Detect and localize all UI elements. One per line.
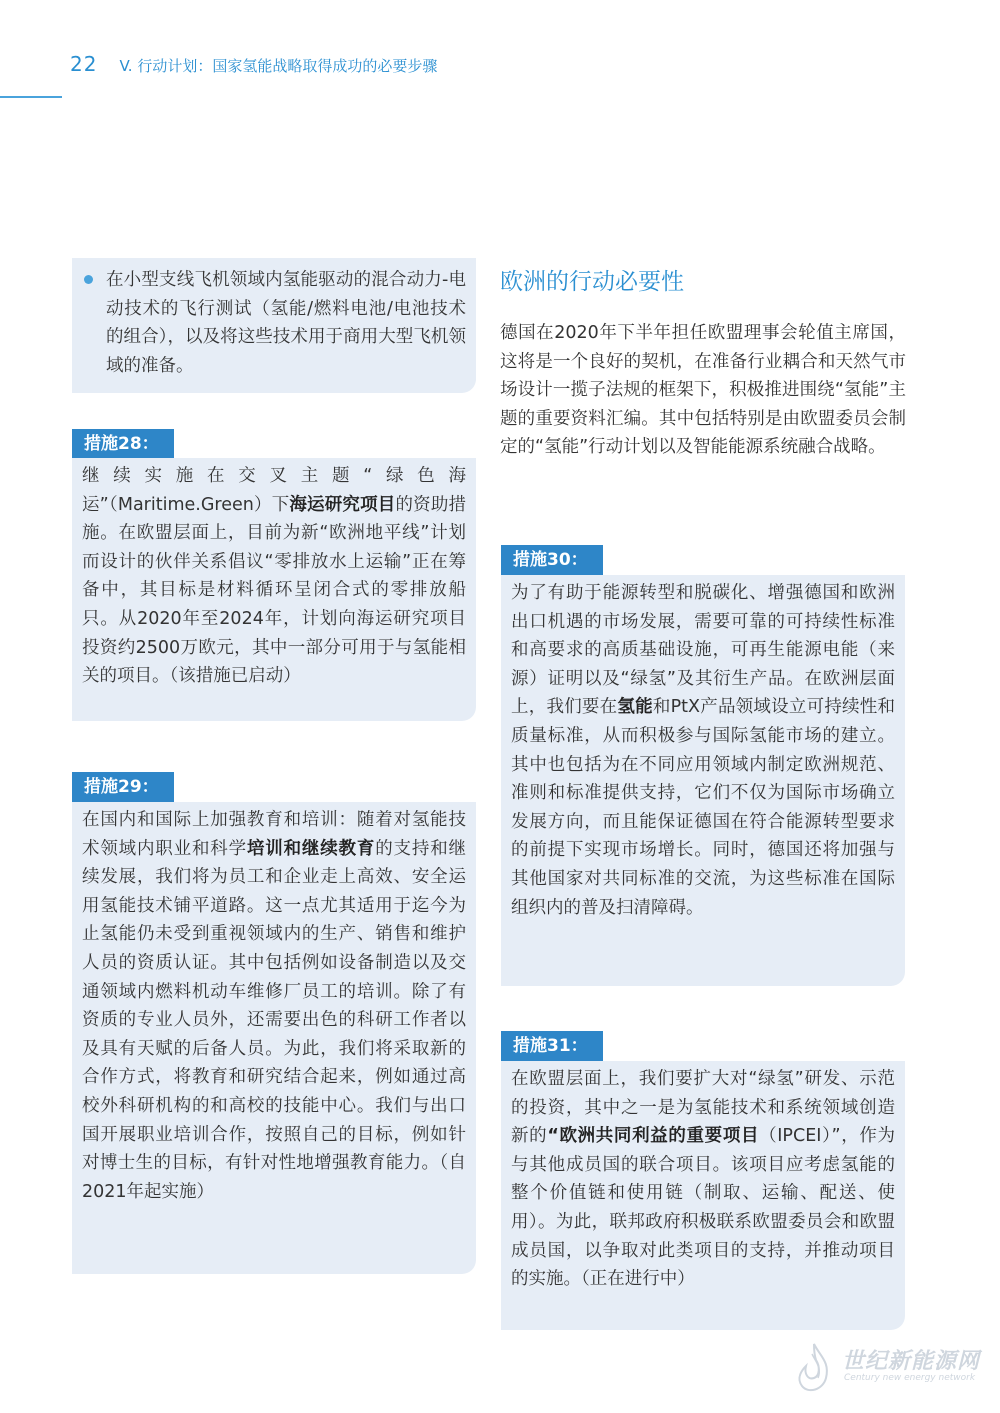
section-intro: 德国在2020年下半年担任欧盟理事会轮值主席国，这将是一个良好的契机，在准备行业耦合和天然气市场设计一揽子法规的框架下，积极推进围绕“氢能”主题的重要资料汇编。其中包括特别是由欧盟委员会制定的“氢能”行动计划以及智能能源系统融合战略。 [500, 323, 906, 458]
measure-29-text-2: 的支持和继续发展，我们将为员工和企业走上高效、安全运用氢能技术铺平道路。这一点尤其适用于迄今为止氢能仍未受到重视领域内的生产、销售和维护人员的资质认证。其中包括例如设备制造以及交通领域内燃料机动车维修厂员工的培训。除了有资质的专业人员外，还需要出色的科研工作者以及具有天赋的后备人员。为此，我们将采取新的合作方式，将教育和研究结合起来，例如通过高校外科研机构的和高校的技能中心。我们与出口国开展职业培训合作，按照自己的目标，例如针对博士生的目标，有针对性地增强教育能力。（自2021年起实施） [82, 838, 467, 1202]
measure-30-bold: 氢能 [617, 697, 653, 718]
measure-29-text-1: 在国内和国际上加强教育和培训：随着对氢能技术领域内职业和科学 [82, 810, 466, 859]
chapter-title: V. 行动计划：国家氢能战略取得成功的必要步骤 [119, 57, 438, 75]
measure-30-label: 措施30： [501, 545, 603, 575]
page-number: 22 [70, 52, 98, 76]
watermark [790, 1340, 990, 1400]
measure-29-label: 措施29： [72, 772, 174, 802]
measure-31-text-1: 在欧盟层面上，我们要扩大对“绿氢”研发、示范的投资，其中之一是为氢能技术和系统领域创造新的 [511, 1069, 895, 1147]
measure-28-box [72, 458, 476, 721]
measure-28-label: 措施28： [72, 429, 174, 459]
watermark-cn: 世纪新能源网 [842, 1349, 981, 1374]
watermark-en: Century new energy network [844, 1373, 976, 1383]
bullet-box [72, 258, 476, 393]
measure-31-label: 措施31： [501, 1031, 603, 1061]
header-rule [0, 96, 62, 98]
measure-28-text-1: 继续实施在交叉主题“绿色海运”（Maritime.Green）下 [82, 466, 466, 515]
measure-29-bold: 培训和继续教育 [246, 838, 376, 859]
measure-30-text-2: 和PtX产品领域设立可持续性和质量标准，从而积极参与国际氢能市场的建立。其中也包括为在不同应用领域内制定欧洲规范、准则和标准提供支持，它们不仅为国际市场确立发展方向，而且能保证德国在符合能源转型要求的前提下实现市场增长。同时，德国还将加强与其他国家对共同标准的交流，为这些标准在国际组织内的普及扫清障碍。 [511, 697, 896, 918]
bullet-dot-icon [84, 275, 93, 284]
measure-28-bold: 海运研究项目 [289, 494, 396, 515]
measure-31-text-2: （IPCEI）”，作为与其他成员国的联合项目。该项目应考虑氢能的整个价值链和使用链（制取、运输、配送、使用）。为此，联邦政府积极联系欧盟委员会和欧盟成员国，以争取对此类项目的支持，并推动项目的实施。（正在进行中） [511, 1126, 895, 1290]
measure-28-text-2: 的资助措施。在欧盟层面上，目前为新“欧洲地平线”计划而设计的伙伴关系倡议“零排放水上运输”正在筹备中，其目标是材料循环呈闭合式的零排放船只。从2020年至2024年，计划向海运研究项目投资约2500万欧元，其中一部分可用于与氢能相关的项目。（该措施已启动） [82, 494, 467, 687]
page-header [70, 52, 437, 82]
bullet-text: 在小型支线飞机领域内氢能驱动的混合动力-电动技术的飞行测试（氢能/燃料电池/电池技术的组合），以及将这些技术用于商用大型飞机领域的准备。 [106, 270, 466, 376]
flame-logo-icon [790, 1340, 838, 1398]
section-title: 欧洲的行动必要性 [500, 269, 684, 295]
measure-31-bold: “欧洲共同利益的重要项目 [547, 1126, 760, 1147]
measure-31-box [501, 1061, 905, 1330]
measure-29-box [72, 802, 476, 1274]
measure-30-text-1: 为了有助于能源转型和脱碳化、增强德国和欧洲出口机遇的市场发展，需要可靠的可持续性标准和高要求的高质基础设施，可再生能源电能（来源）证明以及“绿氢”及其衍生产品。在欧洲层面上，我们要在 [511, 583, 895, 718]
measure-30-box [501, 575, 905, 986]
